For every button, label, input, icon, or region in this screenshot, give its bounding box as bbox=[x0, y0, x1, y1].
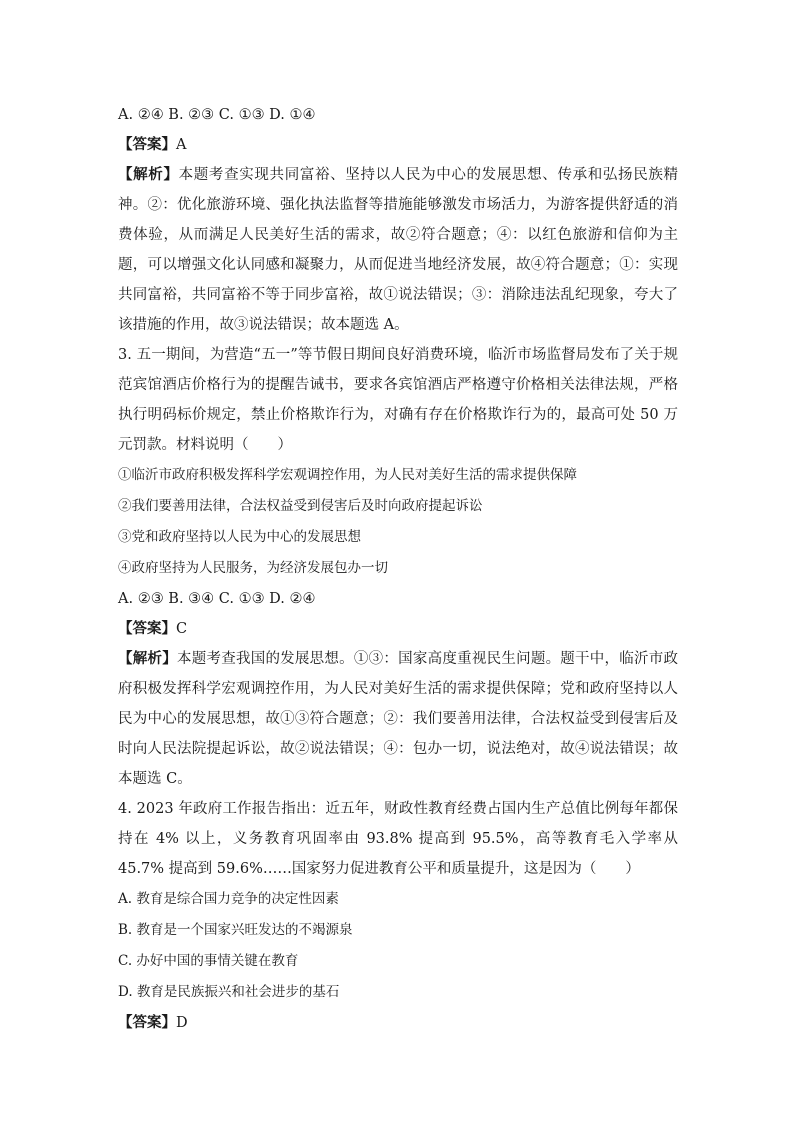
answer-value: D bbox=[176, 1015, 188, 1031]
answer-tag: 【答案】 bbox=[118, 136, 176, 153]
q2-options: A. ②④ B. ②③ C. ①③ D. ①④ bbox=[118, 107, 316, 123]
q3-stem: 3. 五一期间，为营造“五一”等节假日期间良好消费环境，临沂市场监督局发布了关于规范宾馆酒店价格行为的提醒告诫书，要求各宾馆酒店严格遵守价格相关法律法规，严格执行明码标价规定，禁止价格欺诈行为，对确有存在价格欺诈行为的，最高可处 50 万元罚款。材料说明（ ） bbox=[118, 347, 678, 453]
q4-option-c: C. 办好中国的事情关键在教育 bbox=[118, 953, 299, 969]
q4-stem: 4. 2023 年政府工作报告指出：近五年，财政性教育经费占国内生产总值比例每年都保持在 4% 以上，义务教育巩固率由 93.8% 提高到 95.5%，高等教育毛入学率从 45.7% 提高到 59.6%……国家努力促进教育公平和质量提升，这是因为（ ） bbox=[118, 801, 678, 877]
analysis-tag: 【解析】 bbox=[118, 166, 179, 183]
answer-tag: 【答案】 bbox=[118, 620, 176, 637]
q2-answer bbox=[118, 130, 678, 160]
answer-value: A bbox=[176, 137, 187, 153]
q2-analysis bbox=[118, 160, 678, 340]
analysis-text: 本题考查实现共同富裕、坚持以人民为中心的发展思想、传承和弘扬民族精神。②：优化旅游环境、强化执法监督等措施能够激发市场活力，为游客提供舒适的消费体验，从而满足人民美好生活的需求，故②符合题意；④：以红色旅游和信仰为主题，可以增强文化认同感和凝聚力，从而促进当地经济发展，故④符合题意；①：实现共同富裕，共同富裕不等于同步富裕，故①说法错误；③：消除违法乱纪现象，夸大了该措施的作用，故③说法错误；故本题选 A。 bbox=[118, 167, 679, 333]
q4-option-d: D. 教育是民族振兴和社会进步的基石 bbox=[118, 984, 340, 1000]
q4-answer bbox=[118, 1008, 678, 1038]
q3-analysis bbox=[118, 644, 678, 794]
q3-options: A. ②③ B. ③④ C. ①③ D. ②④ bbox=[118, 591, 316, 607]
q4-option-a: A. 教育是综合国力竞争的决定性因素 bbox=[118, 891, 339, 907]
document-page bbox=[118, 100, 678, 1038]
analysis-text: 本题考查我国的发展思想。①③：国家高度重视民生问题。题干中，临沂市政府积极发挥科学宏观调控作用，为人民对美好生活的需求提供保障；党和政府坚持以人民为中心的发展思想，故①③符合题意；②：我们要善用法律，合法权益受到侵害后及时向人民法院提起诉讼，故②说法错误；④：包办一切，说法绝对，故④说法错误；故本题选 C。 bbox=[118, 651, 679, 787]
q3-item-2: ②我们要善用法律，合法权益受到侵害后及时向政府提起诉讼 bbox=[118, 498, 483, 514]
q3-item-1: ①临沂市政府积极发挥科学宏观调控作用，为人民对美好生活的需求提供保障 bbox=[118, 467, 577, 483]
answer-tag: 【答案】 bbox=[118, 1014, 176, 1031]
answer-value: C bbox=[176, 621, 188, 637]
q3-item-3: ③党和政府坚持以人民为中心的发展思想 bbox=[118, 529, 361, 545]
analysis-tag: 【解析】 bbox=[118, 650, 177, 667]
q4-option-b: B. 教育是一个国家兴旺发达的不竭源泉 bbox=[118, 922, 353, 938]
q3-item-4: ④政府坚持为人民服务，为经济发展包办一切 bbox=[118, 560, 388, 576]
q3-answer bbox=[118, 614, 678, 644]
